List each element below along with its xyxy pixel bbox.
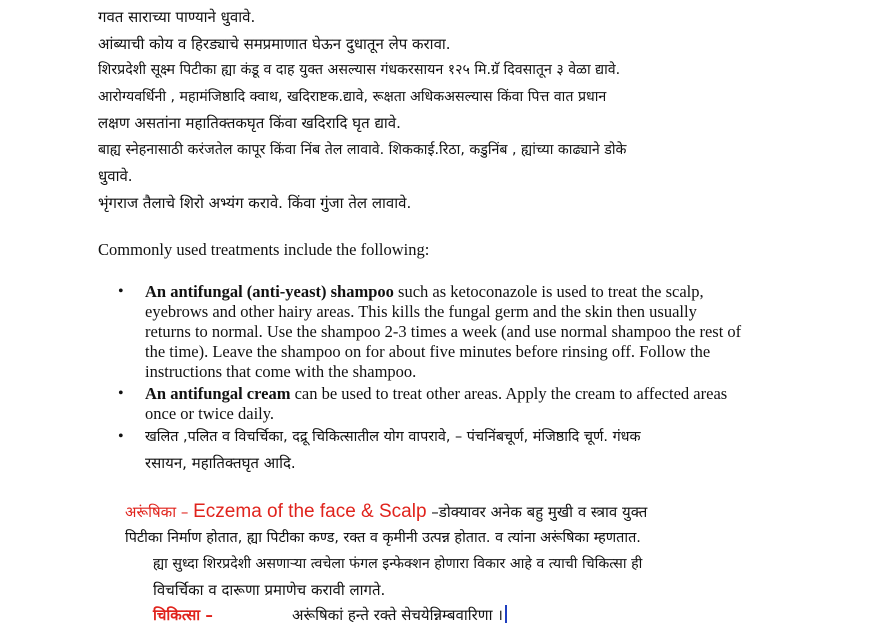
marathi-line-5: लक्षण असतांना महातिक्तकघृत किंवा खदिरादि घृत द्यावे. xyxy=(98,114,401,132)
bullet-3-line-2: रसायन, महातिक्तघृत आदि. xyxy=(145,454,296,472)
bullet-3-line-1: खलित ,पलित व विचर्चिका, दद्रू चिकित्सातील योग वापरावे, – पंचनिंबचूर्ण, मंजिष्ठादि चूर्ण. गंधक xyxy=(145,429,641,445)
bullet-2-dot: • xyxy=(118,385,124,402)
marathi-line-2: आंब्याची कोय व हिरड्याचे समप्रमाणात घेऊन दुधातून लेप करावा. xyxy=(98,35,451,53)
marathi-line-8: भृंगराज तैलाचे शिरो अभ्यंग करावे. किंवा गुंजा तेल लावावे. xyxy=(98,194,412,212)
bullet-1-line-1: An antifungal (anti-yeast) shampoo such as ketoconazole is used to treat the scalp, xyxy=(145,282,704,301)
section-title-english: Eczema of the face & Scalp xyxy=(193,501,427,522)
bullet-3-dot: • xyxy=(118,428,124,445)
bullet-2-line-1: An antifungal cream can be used to treat other areas. Apply the cream to affected areas xyxy=(145,384,728,403)
bullet-1-dot: • xyxy=(118,283,124,300)
section-title-marathi: अरूंषिका – xyxy=(125,503,194,521)
marathi-line-4: आरोग्यवर्धिनी , महामंजिष्ठादि क्वाथ, खदिराष्टक.द्यावे, रूक्षता अधिकअसल्यास किंवा पित्त वात प्रधान xyxy=(98,89,607,105)
intro-text: Commonly used treatments include the following: xyxy=(98,240,430,259)
bullet-1-line-3: returns to normal. Use the shampoo 2-3 times a week (and use normal shampoo the rest of xyxy=(145,322,742,341)
chikitsa-text: अरूंषिकां हन्ते रक्ते सेचयेन्निम्बवारिणा । xyxy=(292,602,507,628)
bullet-2-bold: An antifungal cream xyxy=(145,384,291,403)
marathi-line-1: गवत साराच्या पाण्याने धुवावे. xyxy=(98,8,256,26)
bullet-2-line-2: once or twice daily. xyxy=(145,404,275,423)
bullet-1-bold: An antifungal (anti-yeast) shampoo xyxy=(145,282,394,301)
section-heading xyxy=(125,498,647,526)
bullet-1-line-4: the time). Leave the shampoo on for about five minutes before rinsing off. Follow the xyxy=(145,342,711,361)
section-line-1: पिटीका निर्माण होतात, ह्या पिटीका कण्ड, रक्त व कृमीनी उत्पन्न होतात. व त्यांना अरूंषिका म्हणतात. xyxy=(125,530,641,546)
marathi-line-6: बाह्य स्नेहनासाठी करंजतेल कापूर किंवा निंब तेल लावावे. शिककाई.रिठा, कडुनिंब , ह्यांच्या काढ्याने डोके xyxy=(98,142,627,158)
marathi-line-7: धुवावे. xyxy=(98,167,133,185)
text-cursor xyxy=(505,605,507,623)
marathi-line-3: शिरप्रदेशी सूक्ष्म पिटीका ह्या कंडू व दाह युक्त असल्यास गंधकरसायन १२५ मि.ग्रॅ दिवसातून ३ वेळा द्यावे. xyxy=(98,62,621,78)
section-line-3: विचर्चिका व दारूणा प्रमाणेच करावी लागते. xyxy=(153,581,386,599)
section-title-rest: –डोक्यावर अनेक बहु मुखी व स्त्राव युक्त xyxy=(426,503,648,521)
bullet-1-line-5: instructions that come with the shampoo. xyxy=(145,362,417,381)
section-line-2: ह्या सुध्दा शिरप्रदेशी असणाऱ्या त्वचेला फंगल इन्फेक्शन होणारा विकार आहे व त्याची चिकित्सा ही xyxy=(153,556,643,572)
bullet-1-line-2: eyebrows and other hairy areas. This kills the fungal germ and the skin then usually xyxy=(145,302,697,321)
chikitsa-label: चिकित्सा – xyxy=(153,606,213,624)
